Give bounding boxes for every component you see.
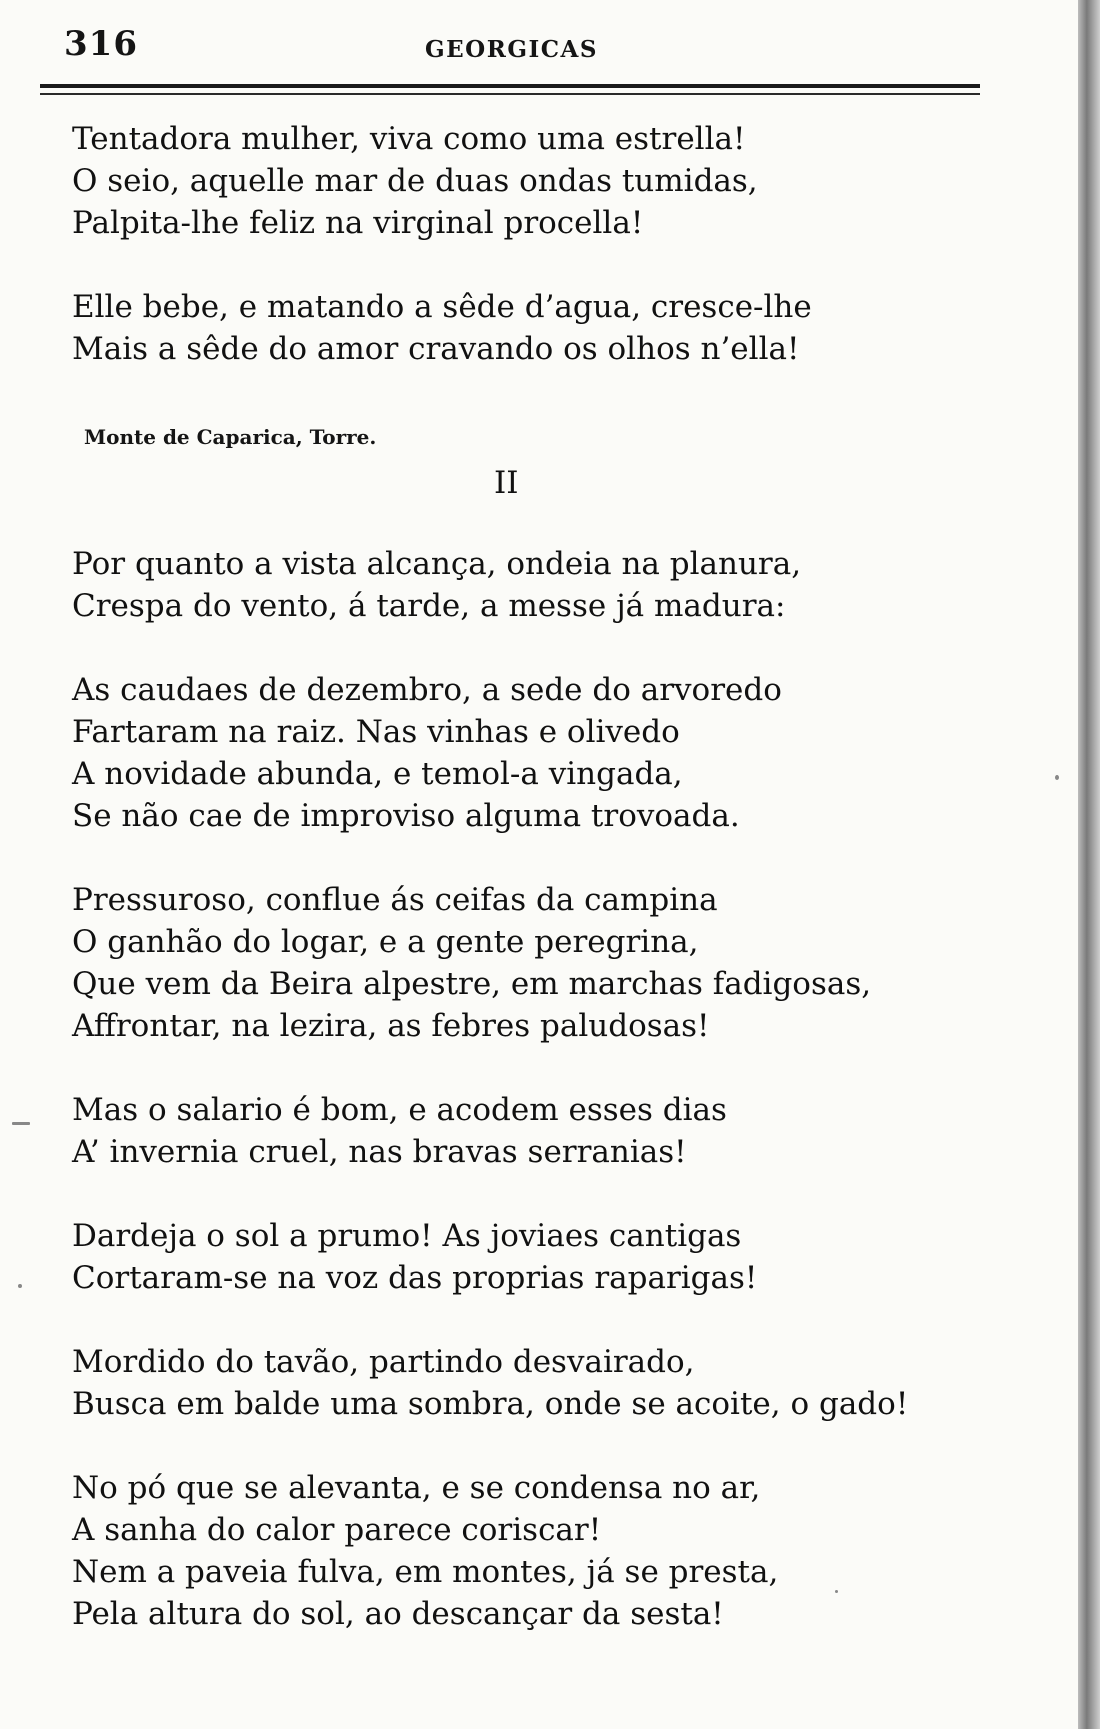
verse-line: O ganhão do logar, e a gente peregrina,	[72, 924, 699, 960]
stanza	[72, 879, 1072, 1047]
verse-line: A’ invernia cruel, nas bravas serranias!	[72, 1134, 687, 1170]
section-number: II	[494, 465, 519, 501]
verse-line: Pela altura do sol, ao descançar da sesta!	[72, 1596, 724, 1632]
verse-line: A novidade abunda, e temol-a vingada,	[72, 756, 683, 792]
running-title: GEORGICAS	[425, 36, 598, 63]
verse-line: Cortaram-se na voz das proprias raparigas!	[72, 1260, 758, 1296]
verse-line: A sanha do calor parece coriscar!	[72, 1512, 602, 1548]
verse-line: Por quanto a vista alcança, ondeia na planura,	[72, 546, 802, 582]
verse-line: Fartaram na raiz. Nas vinhas e olivedo	[72, 714, 680, 750]
place-note: Monte de Caparica, Torre.	[84, 425, 377, 449]
verse-line: Elle bebe, e matando a sêde d’agua, cresce-lhe	[72, 289, 812, 325]
verse-line: As caudaes de dezembro, a sede do arvoredo	[72, 672, 782, 708]
verse-line: Mas o salario é bom, e acodem esses dias	[72, 1092, 727, 1128]
verse-line: Se não cae de improviso alguma trovoada.	[72, 798, 740, 834]
verse-line: No pó que se alevanta, e se condensa no ar,	[72, 1470, 761, 1506]
stanza	[72, 543, 1072, 627]
verse-line: Affrontar, na lezira, as febres paludosas!	[72, 1008, 710, 1044]
stanza	[72, 118, 1072, 244]
verse-line: Dardeja o sol a prumo! As joviaes cantigas	[72, 1218, 742, 1254]
stanza	[72, 1215, 1072, 1299]
stanza	[72, 286, 1072, 370]
header-rule-thick	[40, 84, 980, 88]
page-number: 316	[64, 24, 138, 64]
verse-line: Nem a paveia fulva, em montes, já se presta,	[72, 1554, 779, 1590]
paper-speck	[18, 1284, 22, 1288]
verse-line: Tentadora mulher, viva como uma estrella!	[72, 121, 746, 157]
verse-line: Palpita-lhe feliz na virginal procella!	[72, 205, 644, 241]
paper-speck	[12, 1122, 30, 1125]
verse-line: Pressuroso, conflue ás ceifas da campina	[72, 882, 718, 918]
stanza	[72, 1467, 1072, 1635]
poem-part-one	[72, 118, 1072, 412]
verse-line: Mordido do tavão, partindo desvairado,	[72, 1344, 695, 1380]
verse-line: Que vem da Beira alpestre, em marchas fadigosas,	[72, 966, 872, 1002]
verse-line: Busca em balde uma sombra, onde se acoite, o gado!	[72, 1386, 909, 1422]
header-rule-thin	[40, 93, 980, 95]
stanza	[72, 1089, 1072, 1173]
page-edge-shadow	[1078, 0, 1100, 1729]
stanza	[72, 1341, 1072, 1425]
verse-line: O seio, aquelle mar de duas ondas tumidas,	[72, 163, 758, 199]
stanza	[72, 669, 1072, 837]
poem-part-two	[72, 543, 1072, 1677]
verse-line: Crespa do vento, á tarde, a messe já madura:	[72, 588, 786, 624]
verse-line: Mais a sêde do amor cravando os olhos n’ella!	[72, 331, 800, 367]
